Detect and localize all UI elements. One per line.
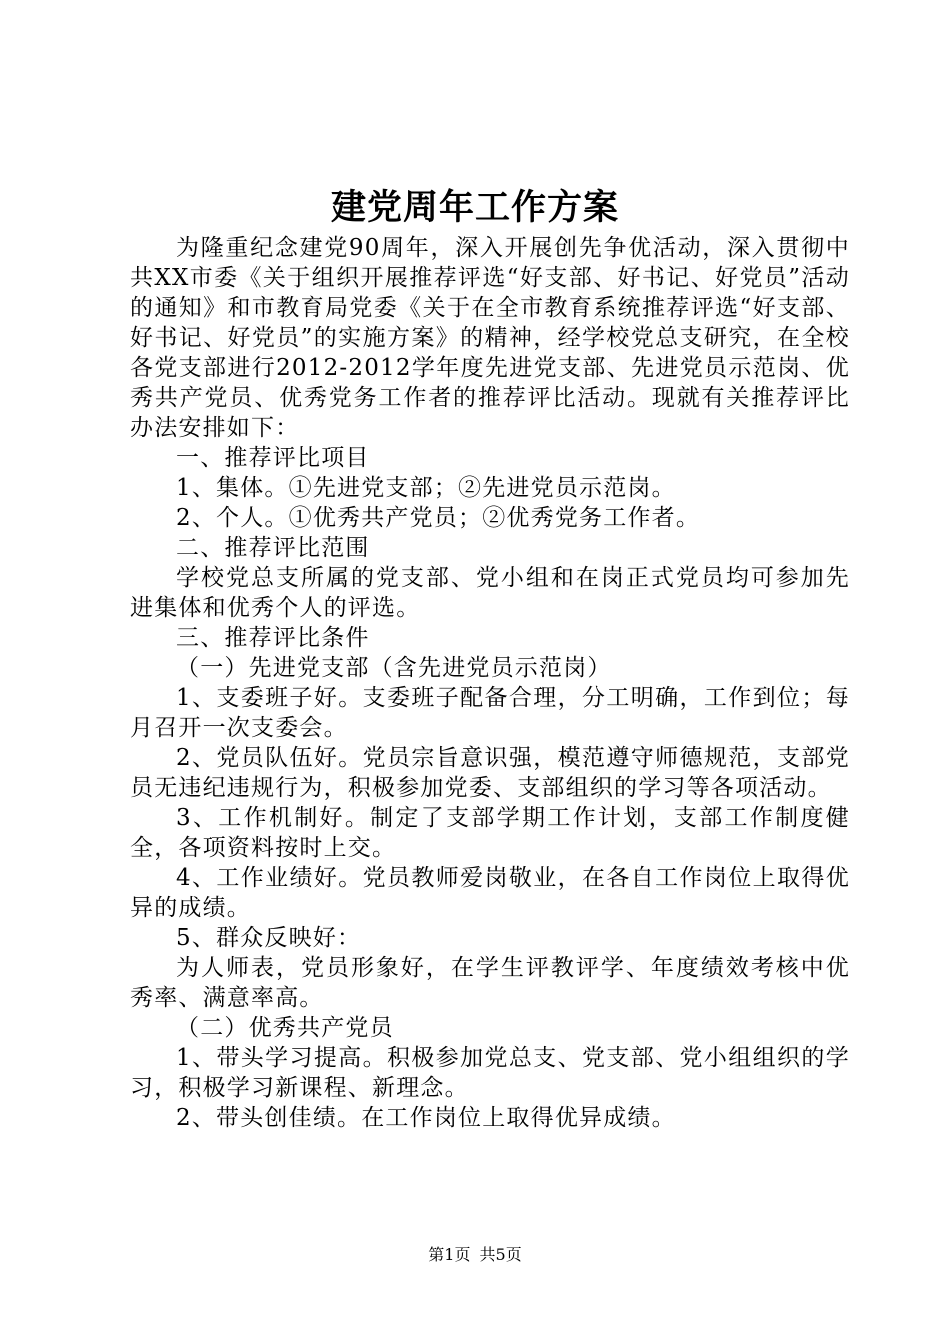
heading-section-2: 二、推荐评比范围	[176, 535, 370, 561]
list-item: 4、工作业绩好。党员教师爱岗敬业，在各自工作岗位上取得优异的成绩。	[130, 865, 850, 921]
page-footer	[0, 1245, 950, 1265]
list-item: 2、带头创佳绩。在工作岗位上取得优异成绩。	[176, 1105, 676, 1131]
paragraph-scope: 学校党总支所属的党支部、党小组和在岗正式党员均可参加先进集体和优秀个人的评选。	[130, 565, 850, 621]
list-item: 2、个人。①优秀共产党员；②优秀党务工作者。	[176, 505, 701, 531]
list-item: 3、工作机制好。制定了支部学期工作计划，支部工作制度健全，各项资料按时上交。	[130, 805, 850, 861]
page-number: 第1页	[428, 1245, 471, 1264]
heading-section-1: 一、推荐评比项目	[176, 445, 370, 471]
document-body	[130, 233, 850, 1133]
page-total: 共5页	[479, 1245, 522, 1264]
list-item: 5、群众反映好：	[176, 925, 362, 951]
list-item: 1、支委班子好。支委班子配备合理，分工明确，工作到位；每月召开一次支委会。	[130, 685, 850, 741]
heading-section-3: 三、推荐评比条件	[176, 625, 370, 651]
paragraph-feedback: 为人师表，党员形象好，在学生评教评学、年度绩效考核中优秀率、满意率高。	[130, 955, 850, 1011]
list-item: 1、带头学习提高。积极参加党总支、党支部、党小组组织的学习，积极学习新课程、新理念。	[130, 1045, 850, 1101]
list-item: 1、集体。①先进党支部；②先进党员示范岗。	[176, 475, 676, 501]
subheading-advanced-branch: （一）先进党支部（含先进党员示范岗）	[176, 655, 612, 681]
page-title: 建党周年工作方案	[330, 187, 619, 228]
paragraph-intro: 为隆重纪念建党90周年，深入开展创先争优活动，深入贯彻中共XX市委《关于组织开展推荐评选“好支部、好书记、好党员”活动的通知》和市教育局党委《关于在全市教育系统推荐评选“好支部、好书记、好党员”的实施方案》的精神，经学校党总支研究，在全校各党支部进行2012-2012学年度先进党支部、先进党员示范岗、优秀共产党员、优秀党务工作者的推荐评比活动。现就有关推荐评比办法安排如下：	[130, 235, 850, 441]
subheading-excellent-member: （二）优秀共产党员	[176, 1015, 394, 1041]
list-item: 2、党员队伍好。党员宗旨意识强，模范遵守师德规范，支部党员无违纪违规行为，积极参加党委、支部组织的学习等各项活动。	[130, 745, 850, 801]
